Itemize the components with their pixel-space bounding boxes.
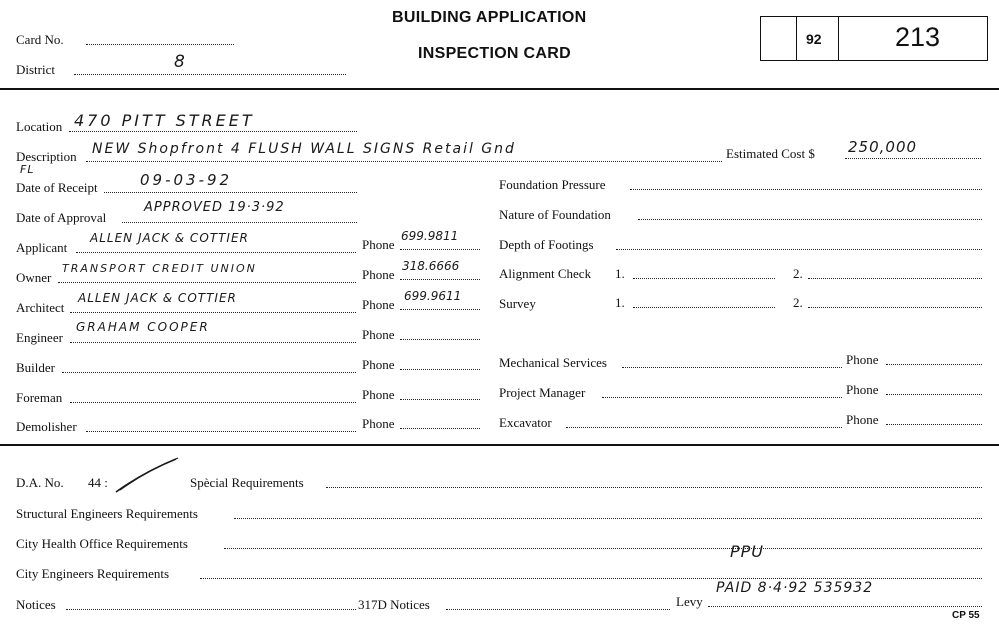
date-approval-line <box>122 222 357 223</box>
builder-line <box>62 372 356 373</box>
box-divider-1 <box>796 16 797 61</box>
architect-value: ALLEN JACK & COTTIER <box>78 291 237 305</box>
date-receipt-label: Date of Receipt <box>16 180 98 195</box>
levy-line <box>708 606 982 607</box>
estimated-cost-line <box>845 158 981 159</box>
architect-phone-line <box>400 309 480 310</box>
location-label: Location <box>16 119 63 134</box>
builder-phone-line <box>400 369 480 370</box>
engineers-requirements-label: City Engineers Requirements <box>16 566 170 581</box>
fl-note: FL <box>20 163 35 176</box>
engineer-line <box>70 342 356 343</box>
foundation-pressure-line <box>630 189 982 190</box>
builder-phone-label: Phone <box>362 357 395 372</box>
da-no-label: D.A. No. <box>16 475 64 490</box>
date-receipt-line <box>104 192 357 193</box>
card-number-box <box>760 16 988 61</box>
architect-label: Architect <box>16 300 65 315</box>
date-approval-label: Date of Approval <box>16 210 107 225</box>
box-divider-2 <box>838 16 839 61</box>
alignment-line-1 <box>633 278 775 279</box>
architect-line <box>70 312 356 313</box>
mechanical-phone-label: Phone <box>846 352 879 367</box>
owner-line <box>58 282 356 283</box>
estimated-cost-value: 250,000 <box>848 138 918 156</box>
mechanical-phone-line <box>886 364 982 365</box>
foundation-pressure-label: Foundation Pressure <box>499 177 606 192</box>
structural-requirements-line <box>234 518 982 519</box>
health-requirements-line <box>224 548 982 549</box>
da-no-value: 44 : <box>88 475 108 490</box>
location-line <box>69 131 357 132</box>
owner-phone-line <box>400 279 480 280</box>
excavator-label: Excavator <box>499 415 552 430</box>
district-label: District <box>16 62 55 77</box>
applicant-line <box>76 252 356 253</box>
architect-phone: 699.9611 <box>404 289 462 303</box>
nature-foundation-line <box>638 219 982 220</box>
depth-footings-label: Depth of Footings <box>499 237 594 252</box>
applicant-phone-line <box>400 249 480 250</box>
form-code: CP 55 <box>952 610 980 621</box>
demolisher-label: Demolisher <box>16 419 77 434</box>
levy-value: PAID 8·4·92 535932 <box>716 580 874 596</box>
header-rule <box>0 88 999 90</box>
engineer-phone-line <box>400 339 480 340</box>
special-requirements-label: Spècial Requirements <box>190 475 304 490</box>
foreman-line <box>70 402 356 403</box>
alignment-num-2: 2. <box>793 266 803 281</box>
alignment-line-2 <box>808 278 982 279</box>
notices-line <box>66 609 356 610</box>
depth-footings-line <box>616 249 982 250</box>
mechanical-label: Mechanical Services <box>499 355 607 370</box>
project-manager-label: Project Manager <box>499 385 586 400</box>
notices-317d-label: 317D Notices <box>358 597 430 612</box>
foreman-label: Foreman <box>16 390 63 405</box>
engineers-requirements-line <box>200 578 982 579</box>
district-value: 8 <box>174 52 186 72</box>
survey-num-2: 2. <box>793 295 803 310</box>
estimated-cost-label: Estimated Cost $ <box>726 146 815 161</box>
description-line <box>86 161 722 162</box>
special-requirements-line <box>326 487 982 488</box>
engineer-label: Engineer <box>16 330 63 345</box>
demolisher-phone-label: Phone <box>362 416 395 431</box>
survey-line-1 <box>633 307 775 308</box>
mid-rule <box>0 444 999 446</box>
form-title-line1: BUILDING APPLICATION <box>392 9 587 26</box>
mechanical-line <box>622 367 842 368</box>
demolisher-phone-line <box>400 428 480 429</box>
nature-foundation-label: Nature of Foundation <box>499 207 611 222</box>
owner-label: Owner <box>16 270 52 285</box>
owner-value: TRANSPORT CREDIT UNION <box>62 262 257 275</box>
card-number: 213 <box>895 22 941 52</box>
description-label: Description <box>16 149 77 164</box>
structural-requirements-label: Structural Engineers Requirements <box>16 506 198 521</box>
form-title-line2: INSPECTION CARD <box>418 45 571 62</box>
applicant-value: ALLEN JACK & COTTIER <box>90 231 249 245</box>
alignment-num-1: 1. <box>615 266 625 281</box>
applicant-phone-label: Phone <box>362 237 395 252</box>
notices-label: Notices <box>16 597 56 612</box>
health-requirements-value: PPU <box>730 542 765 561</box>
engineer-phone-label: Phone <box>362 327 395 342</box>
excavator-phone-label: Phone <box>846 412 879 427</box>
architect-phone-label: Phone <box>362 297 395 312</box>
project-manager-phone-line <box>886 394 982 395</box>
foreman-phone-label: Phone <box>362 387 395 402</box>
survey-num-1: 1. <box>615 295 625 310</box>
owner-phone: 318.6666 <box>402 259 460 273</box>
district-line <box>74 74 346 75</box>
card-no-line <box>86 44 234 45</box>
foreman-phone-line <box>400 399 480 400</box>
project-manager-line <box>602 397 842 398</box>
location-value: 470 PITT STREET <box>74 111 255 130</box>
date-approval-value: APPROVED 19·3·92 <box>144 200 285 215</box>
date-receipt-value: 09-03-92 <box>140 171 233 189</box>
applicant-phone: 699.9811 <box>401 229 459 243</box>
health-requirements-label: City Health Office Requirements <box>16 536 188 551</box>
description-value: NEW Shopfront 4 FLUSH WALL SIGNS Retail Gnd <box>92 141 516 157</box>
da-check-stroke <box>114 456 180 494</box>
levy-label: Levy <box>676 594 703 609</box>
demolisher-line <box>86 431 356 432</box>
applicant-label: Applicant <box>16 240 68 255</box>
year-box: 92 <box>806 31 822 47</box>
project-manager-phone-label: Phone <box>846 382 879 397</box>
engineer-value: GRAHAM COOPER <box>76 320 210 334</box>
owner-phone-label: Phone <box>362 267 395 282</box>
excavator-phone-line <box>886 424 982 425</box>
card-no-label: Card No. <box>16 32 64 47</box>
alignment-check-label: Alignment Check <box>499 266 592 281</box>
survey-label: Survey <box>499 296 536 311</box>
notices-317d-line <box>446 609 670 610</box>
excavator-line <box>566 427 842 428</box>
builder-label: Builder <box>16 360 55 375</box>
survey-line-2 <box>808 307 982 308</box>
